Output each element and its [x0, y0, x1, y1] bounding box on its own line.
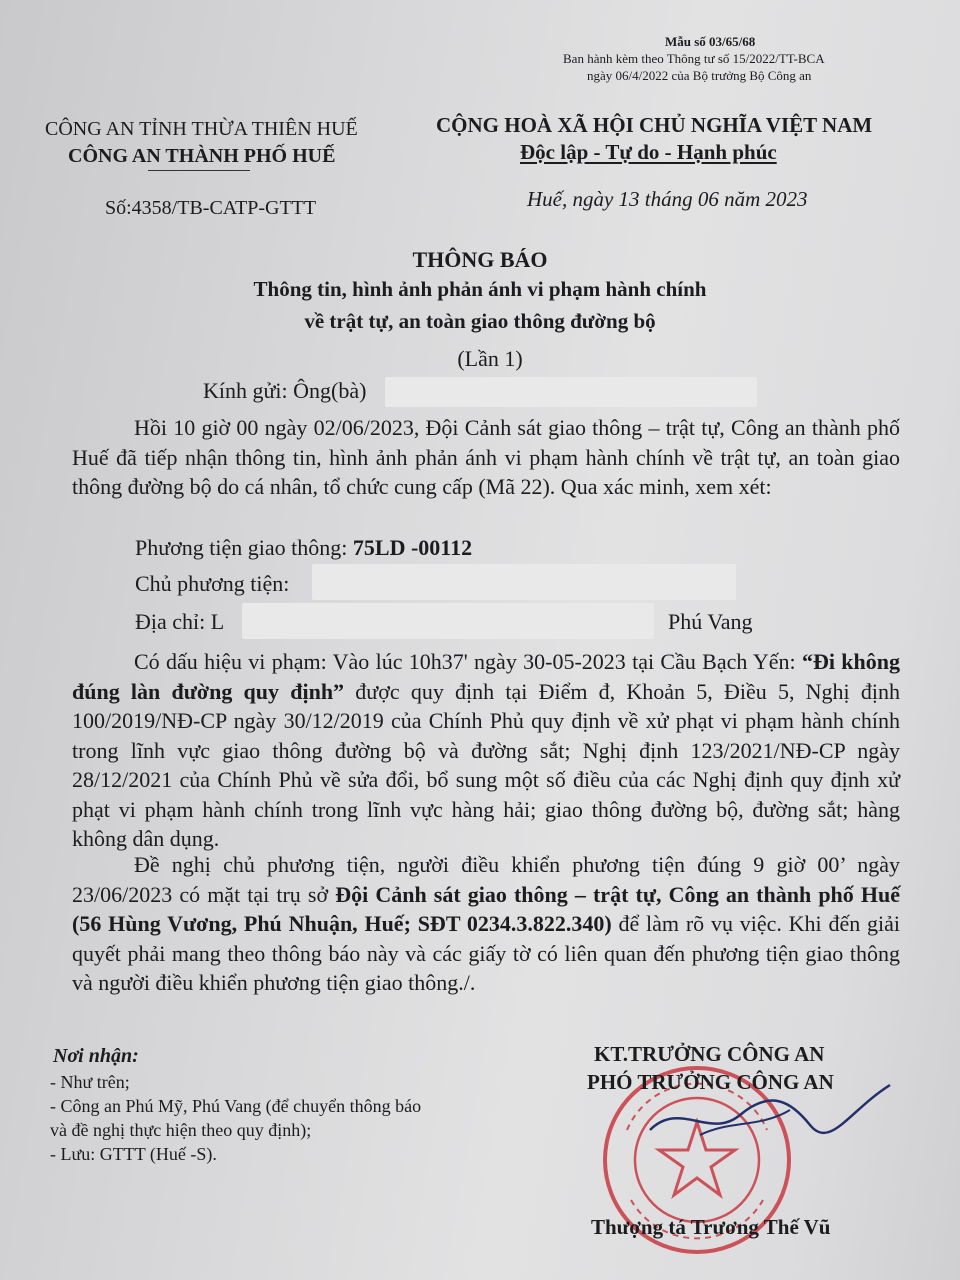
recipient-item: - Lưu: GTTT (Huế -S).	[50, 1144, 217, 1164]
signature-line2: PHÓ TRƯỞNG CÔNG AN	[587, 1070, 834, 1094]
signer-name: Thượng tá Trương Thế Vũ	[591, 1215, 831, 1239]
form-issued-line2: ngày 06/4/2022 của Bộ trưởng Bộ Công an	[587, 68, 812, 83]
recipients-heading: Nơi nhận:	[53, 1045, 139, 1067]
agency-line1: CÔNG AN TỈNH THỪA THIÊN HUẾ	[45, 118, 358, 140]
request-paragraph	[72, 850, 900, 998]
document-subtitle-2: về trật tự, an toàn giao thông đường bộ	[304, 309, 656, 333]
form-issued-line1: Ban hành kèm theo Thông tư số 15/2022/TT-BCA	[563, 51, 825, 66]
handwritten-signature	[640, 1080, 900, 1160]
document-subtitle-1: Thông tin, hình ảnh phản ánh vi phạm hành chính	[253, 277, 707, 301]
redacted-addressee	[385, 377, 757, 407]
agency-line2: CÔNG AN THÀNH PHỐ HUẾ	[68, 145, 336, 167]
intro-paragraph: Hồi 10 giờ 00 ngày 02/06/2023, Đội Cảnh sát giao thông – trật tự, Công an thành phố Huế đã tiếp nhận thông tin, hình ảnh phản ánh vi phạm hành chính về trật tự, an toàn giao thông đường bộ do cá nhân, tổ chức cung cấp (Mã 22). Qua xác minh, xem xét:	[72, 415, 900, 499]
redacted-owner	[312, 564, 736, 600]
vehicle-row	[135, 535, 472, 561]
recipient-item: - Công an Phú Mỹ, Phú Vang (để chuyển thông báo	[50, 1096, 422, 1116]
country-line1: CỘNG HOÀ XÃ HỘI CHỦ NGHĨA VIỆT NAM	[436, 113, 873, 137]
violation-rest: được quy định tại Điểm đ, Khoản 5, Điều 5, Nghị định 100/2019/NĐ-CP ngày 30/12/2019 của Chính Phủ quy định về xử phạt vi phạm hành chính trong lĩnh vực giao thông đường bộ và đường sắt; Nghị định 123/2021/NĐ-CP ngày 28/12/2021 của Chính Phủ về sửa đổi, bổ sung một số điều của các Nghị định quy định xử phạt vi phạm hành chính trong lĩnh vực hàng hải; giao thông đường bộ, đường sắt; hàng không dân dụng.	[72, 678, 900, 851]
recipient-item: và đề nghị thực hiện theo quy định);	[50, 1120, 312, 1140]
redacted-address	[242, 603, 654, 639]
violation-prefix: Có dấu hiệu vi phạm: Vào lúc 10h37' ngày 30-05-2023 tại Cầu Bạch Yến:	[134, 649, 802, 674]
attempt-number: (Lần 1)	[457, 346, 523, 371]
violation-paragraph	[72, 647, 900, 854]
country-line2: Độc lập - Tự do - Hạnh phúc	[520, 140, 777, 164]
request-rest: để làm rõ vụ việc. Khi đến giải quyết phải mang theo thông báo này và các giấy tờ có liên quan đến phương tiện giao thông và người điều khiển phương tiện giao thông./.	[72, 911, 901, 995]
agency-underline	[148, 170, 250, 171]
doc-number: Số:4358/TB-CATP-GTTT	[105, 197, 317, 219]
request-prefix: Đề nghị chủ phương tiện, người điều khiển phương tiện đúng 9 giờ 00’ ngày 23/06/2023 có mặt tại trụ sở	[72, 852, 900, 907]
request-place: Đội Cảnh sát giao thông – trật tự, Công an thành phố Huế (56 Hùng Vương, Phú Nhuận, Huế; SĐT 0234.3.822.340)	[72, 881, 901, 936]
owner-label: Chủ phương tiện:	[135, 571, 290, 596]
vehicle-plate: 75LD -00112	[352, 535, 473, 560]
addressee-label: Kính gửi: Ông(bà)	[203, 378, 367, 403]
place-date: Huế, ngày 13 tháng 06 năm 2023	[527, 187, 808, 211]
document-title: THÔNG BÁO	[412, 247, 548, 272]
form-code: Mẫu số 03/65/68	[665, 34, 756, 49]
address-label: Địa chỉ: L	[135, 609, 225, 634]
signature-line1: KT.TRƯỞNG CÔNG AN	[594, 1042, 825, 1066]
vehicle-label: Phương tiện giao thông:	[135, 535, 353, 560]
violation-name: “Đi không đúng làn đường quy định”	[72, 649, 900, 704]
address-tail: Phú Vang	[668, 609, 753, 634]
recipient-item: - Như trên;	[50, 1072, 130, 1092]
